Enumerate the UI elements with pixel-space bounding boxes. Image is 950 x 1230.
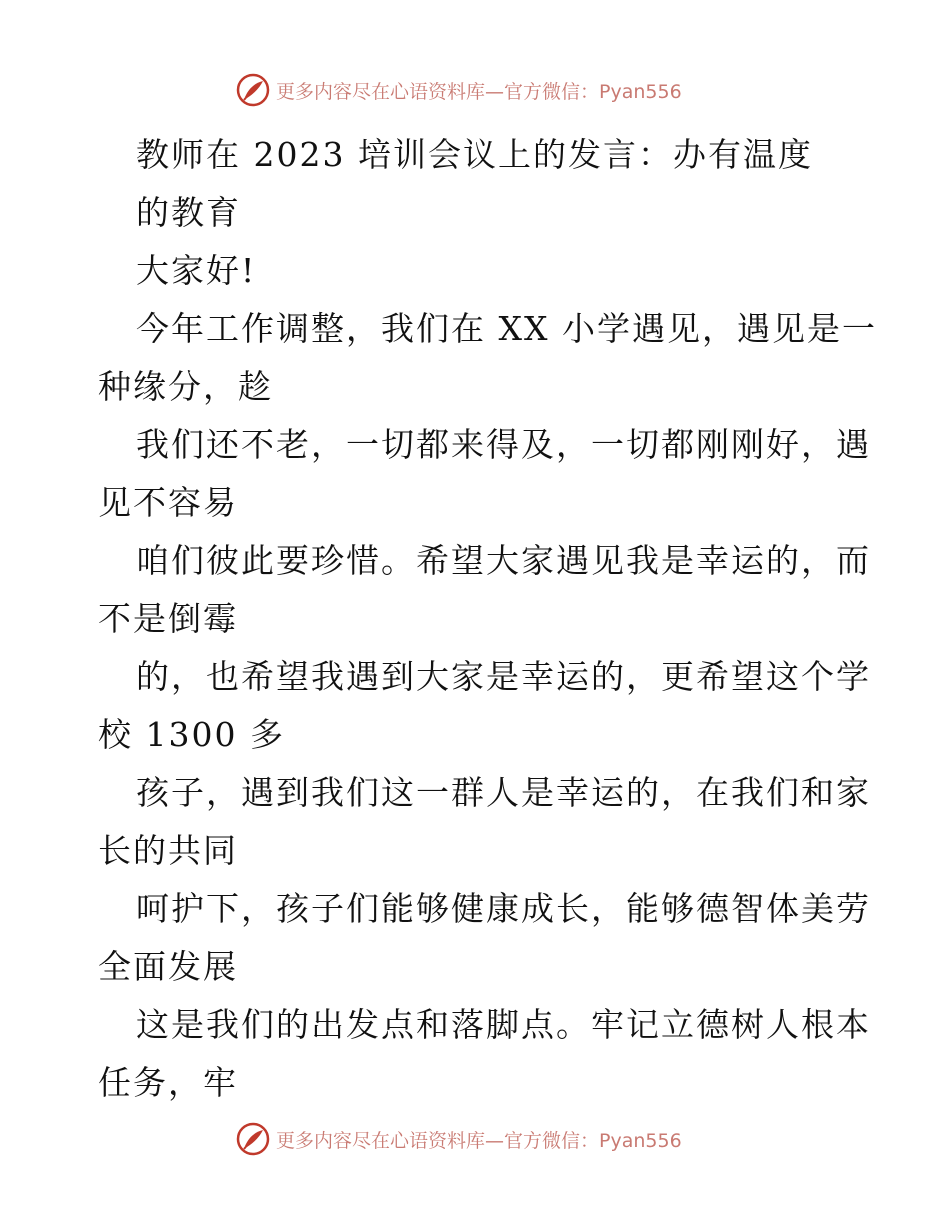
- footer-watermark: [236, 1121, 682, 1157]
- text-line: 种缘分，趁: [98, 367, 273, 406]
- text-line: 的教育: [136, 193, 241, 232]
- quill-logo-icon: [236, 1122, 270, 1156]
- quill-logo-icon: [236, 73, 270, 107]
- text-line: 咱们彼此要珍惜。希望大家遇见我是幸运的，而: [136, 541, 871, 580]
- watermark-text: 更多内容尽在心语资料库—官方微信：Pyan556: [276, 80, 682, 103]
- text-line: 全面发展: [98, 947, 238, 986]
- watermark-text: 更多内容尽在心语资料库—官方微信：Pyan556: [276, 1129, 682, 1152]
- text-line: 大家好!: [136, 251, 257, 290]
- text-line: 的，也希望我遇到大家是幸运的，更希望这个学: [136, 657, 871, 696]
- text-line: 孩子，遇到我们这一群人是幸运的，在我们和家: [136, 773, 871, 812]
- text-line: 任务，牢: [98, 1063, 238, 1102]
- document-body: [98, 126, 877, 1112]
- text-line: 我们还不老，一切都来得及，一切都刚刚好，遇: [136, 425, 871, 464]
- text-line: 校 1300 多: [98, 715, 285, 754]
- text-line: 教师在 2023 培训会议上的发言：办有温度: [136, 135, 813, 174]
- text-line: 长的共同: [98, 831, 238, 870]
- text-line: 见不容易: [98, 483, 238, 522]
- header-watermark: [236, 72, 682, 108]
- text-line: 这是我们的出发点和落脚点。牢记立德树人根本: [136, 1005, 871, 1044]
- text-line: 不是倒霉: [98, 599, 238, 638]
- text-line: 今年工作调整，我们在 XX 小学遇见，遇见是一: [136, 309, 877, 348]
- text-line: 呵护下，孩子们能够健康成长，能够德智体美劳: [136, 889, 871, 928]
